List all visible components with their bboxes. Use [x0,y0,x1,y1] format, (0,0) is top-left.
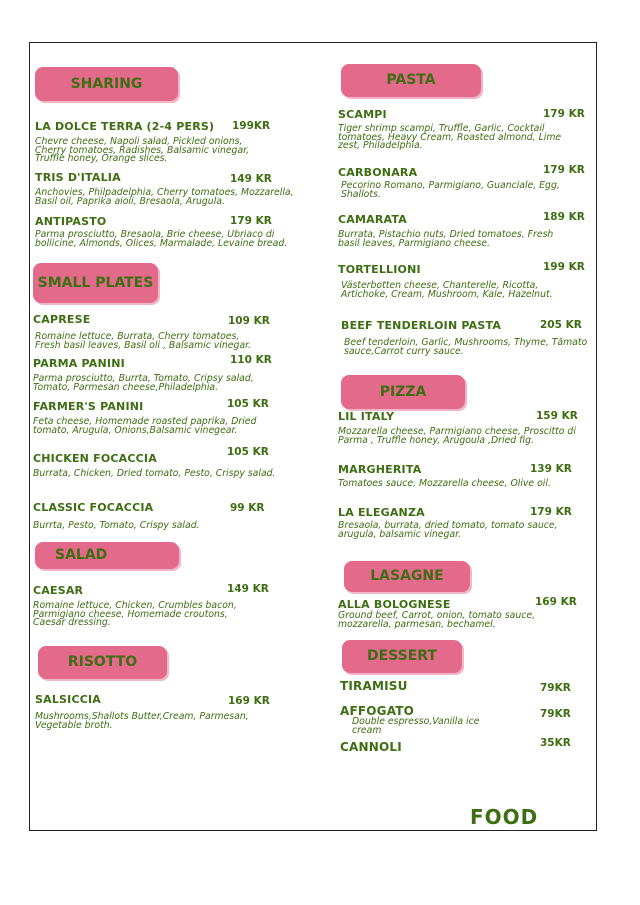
item-price-alla-bolognese: 169 KR [535,596,577,608]
item-name-cannoli: CANNOLI [340,740,402,754]
item-price-la-eleganza: 179 KR [530,506,572,518]
item-name-classic-focaccia: CLASSIC FOCACCIA [33,501,154,514]
item-desc-la-dolce-terra: Chevre cheese, Napoli salad, Pickled onions, Cherry tomatoes, Radishes, Balsamic vinegar, Truffle honey, Orange slices. [35,136,250,165]
item-desc-carbonara: Pecorino Romano, Parmigiano, Guanciale, Egg, Shallots. [341,180,560,200]
item-price-la-dolce-terra: 199KR [232,120,271,132]
item-desc-tortellioni: Västerbotten cheese, Chanterelle, Ricotta, Artichoke, Cream, Mushroom, Kale, Hazelnut. [341,280,553,300]
item-name-alla-bolognese: ALLA BOLOGNESE [338,598,451,611]
item-name-affogato: AFFOGATO [340,704,415,718]
item-desc-farmers-panini: Feta cheese, Homemade roasted paprika, Dried tomato, Arugula, Onions,Balsamic vinegear. [33,416,257,436]
section-title-risotto: RISOTTO [67,654,138,670]
item-desc-caesar: Romaine lettuce, Chicken, Crumbles bacon, Parmigiano cheese, Homemade croutons, Caesar dressing. [33,600,237,629]
item-name-beef-pasta: BEEF TENDERLOIN PASTA [341,319,502,332]
item-desc-salsiccia: Mushrooms,Shallots Butter,Cream, Parmesan, Vegetable broth. [35,711,249,731]
item-name-caesar: CAESAR [33,584,84,597]
section-banner-small-plates [33,263,158,303]
item-desc-margherita: Tomatoes sauce, Mozzarella cheese, Olive oil. [338,478,551,489]
section-title-small-plates: SMALL PLATES [37,275,154,291]
item-desc-chicken-focaccia: Burrata, Chicken, Dried tomato, Pesto, Crispy salad. [33,468,276,479]
item-price-affogato: 79KR [540,708,571,720]
section-banner-lasagne [344,561,470,592]
item-name-lil-italy: LIL ITALY [338,410,395,423]
item-desc-tris-ditalia: Anchovies, Philpadelphia, Cherry tomatoes, Mozzarella, Basil oil, Paprika aioli, Bresaola, Arugula. [35,187,294,207]
item-price-lil-italy: 159 KR [536,410,578,422]
item-name-tortellioni: TORTELLIONI [338,263,421,276]
item-desc-classic-focaccia: Burrta, Pesto, Tomato, Crispy salad. [33,520,200,531]
item-price-tortellioni: 199 KR [543,261,585,273]
item-desc-beef-pasta: Beef tenderloin, Garlic, Mushrooms, Thyme, Tămato sauce,Carrot curry sauce. [344,337,588,357]
item-price-salsiccia: 169 KR [228,695,270,707]
item-name-margherita: MARGHERITA [338,463,422,476]
section-title-salad: SALAD [55,547,108,563]
item-name-parma-panini: PARMA PANINI [33,357,125,370]
item-price-tiramisu: 79KR [540,682,571,694]
item-name-chicken-focaccia: CHICKEN FOCACCIA [33,452,157,465]
section-title-dessert: DESSERT [367,648,437,664]
item-name-la-dolce-terra: LA DOLCE TERRA (2-4 PERS) [35,120,215,133]
section-title-lasagne: LASAGNE [370,568,444,584]
section-banner-pizza [341,375,465,409]
item-name-farmers-panini: FARMER'S PANINI [33,400,144,413]
item-name-la-eleganza: LA ELEGANZA [338,506,425,519]
item-name-tris-ditalia: TRIS D'ITALIA [35,171,121,184]
item-desc-antipasto: Parma prosciutto, Bresaola, Brie cheese, Ubriaco di bollicine, Almonds, Olices, Marmalade, Levaine bread. [35,229,288,249]
section-title-pizza: PIZZA [379,384,427,400]
item-desc-scampi: Tiger shrimp scampi, Truffle, Garlic, Cocktail tomatoes, Heavy Cream, Roasted almond, Lime zest, Philadelphia. [338,123,562,152]
item-price-margherita: 139 KR [530,463,572,475]
footer-food-label: FOOD [470,805,539,829]
item-price-farmers-panini: 105 KR [227,398,269,410]
item-price-caprese: 109 KR [228,315,270,327]
item-price-beef-pasta: 205 KR [540,319,582,331]
item-price-antipasto: 179 KR [230,215,272,227]
item-desc-lil-italy: Mozzarella cheese, Parmigiano cheese, Proscitto di Parma , Truffle honey, Arugoula ,Dried fig. [338,426,576,446]
item-desc-camarata: Burrata, Pistachio nuts, Dried tomatoes, Fresh basil leaves, Parmigiano cheese. [338,229,554,249]
item-price-carbonara: 179 KR [543,164,585,176]
item-name-caprese: CAPRESE [33,313,91,326]
item-price-classic-focaccia: 99 KR [230,502,265,514]
section-title-pasta: PASTA [386,72,436,88]
item-name-antipasto: ANTIPASTO [35,215,107,228]
item-price-scampi: 179 KR [543,108,585,120]
item-price-caesar: 149 KR [227,583,269,595]
item-name-scampi: SCAMPI [338,108,387,121]
section-banner-salad [35,542,179,569]
item-name-salsiccia: SALSICCIA [35,693,102,706]
item-name-camarata: CAMARATA [338,213,407,226]
item-price-chicken-focaccia: 105 KR [227,446,269,458]
section-banner-dessert [342,640,462,673]
item-desc-la-eleganza: Bresaola, burrata, dried tomato, tomato sauce, arugula, balsamic vinegar. [338,520,558,540]
item-price-camarata: 189 KR [543,211,585,223]
section-banner-risotto [38,646,167,679]
section-banner-sharing [35,67,178,101]
section-title-sharing: SHARING [70,76,143,92]
item-price-parma-panini: 110 KR [230,354,272,366]
section-banner-pasta [341,64,481,97]
item-name-carbonara: CARBONARA [338,166,418,179]
item-price-cannoli: 35KR [540,737,571,749]
item-desc-affogato: Double espresso,Vanilla ice cream [352,716,480,736]
item-desc-parma-panini: Parma prosciutto, Burrta, Tomato, Cripsy salad, Tomato, Parmesan cheese,Philadelphia. [33,373,254,393]
item-desc-alla-bolognese: Ground beef, Carrot, onion, tomato sauce, mozzarella, parmesan, bechamel. [338,610,536,630]
item-price-tris-ditalia: 149 KR [230,173,272,185]
item-desc-caprese: Romaine lettuce, Burrata, Cherry tomatoes, Fresh basil leaves, Basil oli , Balsamic vinegar. [35,331,252,351]
item-name-tiramisu: TIRAMISU [340,679,408,693]
